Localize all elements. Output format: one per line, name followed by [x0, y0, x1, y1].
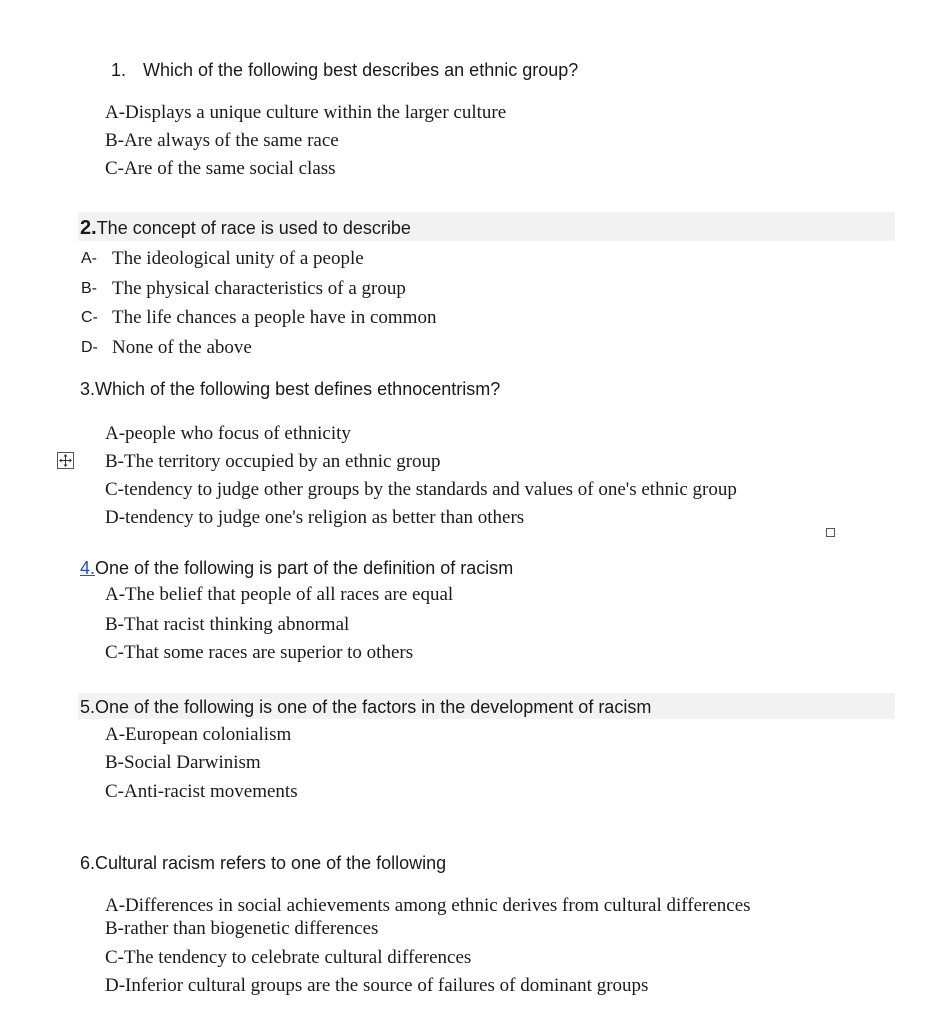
q2-option-c-letter: C-: [81, 309, 98, 326]
question-4: [80, 557, 513, 579]
q6-option-d: D-Inferior cultural groups are the source of failures of dominant groups: [105, 975, 649, 996]
question-1-number: 1.: [111, 60, 127, 80]
q2-option-b: The physical characteristics of a group: [112, 278, 406, 299]
question-2-number: 2.: [80, 217, 97, 239]
q3-option-a: A-people who focus of ethnicity: [105, 423, 351, 444]
q1-option-c: C-Are of the same social class: [105, 158, 336, 179]
table-move-handle-icon[interactable]: [57, 452, 74, 469]
q2-option-b-letter: B-: [81, 280, 97, 297]
question-6: 6.Cultural racism refers to one of the following: [80, 853, 447, 873]
question-3: 3.Which of the following best defines ethnocentrism?: [80, 379, 501, 399]
question-1: [111, 59, 578, 81]
question-4-number-link[interactable]: 4.: [80, 558, 96, 578]
q2-option-c: The life chances a people have in common: [112, 307, 437, 328]
q5-option-c: C-Anti-racist movements: [105, 781, 298, 802]
q4-option-c: C-That some races are superior to others: [105, 642, 414, 663]
q5-option-b: B-Social Darwinism: [105, 752, 261, 773]
question-2: [80, 217, 411, 239]
q6-option-a-continued: B-rather than biogenetic differences: [105, 918, 379, 939]
q6-option-c: C-The tendency to celebrate cultural differences: [105, 947, 472, 968]
q3-option-b: B-The territory occupied by an ethnic group: [105, 451, 441, 472]
q6-option-a: A-Differences in social achievements among ethnic derives from cultural differences: [105, 895, 751, 916]
q4-option-a: A-The belief that people of all races are equal: [105, 584, 454, 605]
q3-option-c: C-tendency to judge other groups by the standards and values of one's ethnic group: [105, 479, 737, 500]
q2-option-d: None of the above: [112, 337, 252, 358]
q1-option-b: B-Are always of the same race: [105, 130, 339, 151]
q4-option-b: B-That racist thinking abnormal: [105, 614, 350, 635]
question-5: 5.One of the following is one of the factors in the development of racism: [80, 697, 652, 717]
q1-option-a: A-Displays a unique culture within the larger culture: [105, 102, 507, 123]
table-resize-handle-icon[interactable]: [826, 528, 835, 537]
q2-option-a-letter: A-: [81, 250, 97, 267]
q5-option-a: A-European colonialism: [105, 724, 292, 745]
q2-option-d-letter: D-: [81, 339, 98, 356]
question-2-text: The concept of race is used to describe: [96, 218, 411, 238]
q3-option-d: D-tendency to judge one's religion as better than others: [105, 507, 525, 528]
question-4-text: One of the following is part of the definition of racism: [95, 558, 514, 578]
question-1-text: Which of the following best describes an ethnic group?: [143, 60, 579, 80]
q2-option-a: The ideological unity of a people: [112, 248, 364, 269]
